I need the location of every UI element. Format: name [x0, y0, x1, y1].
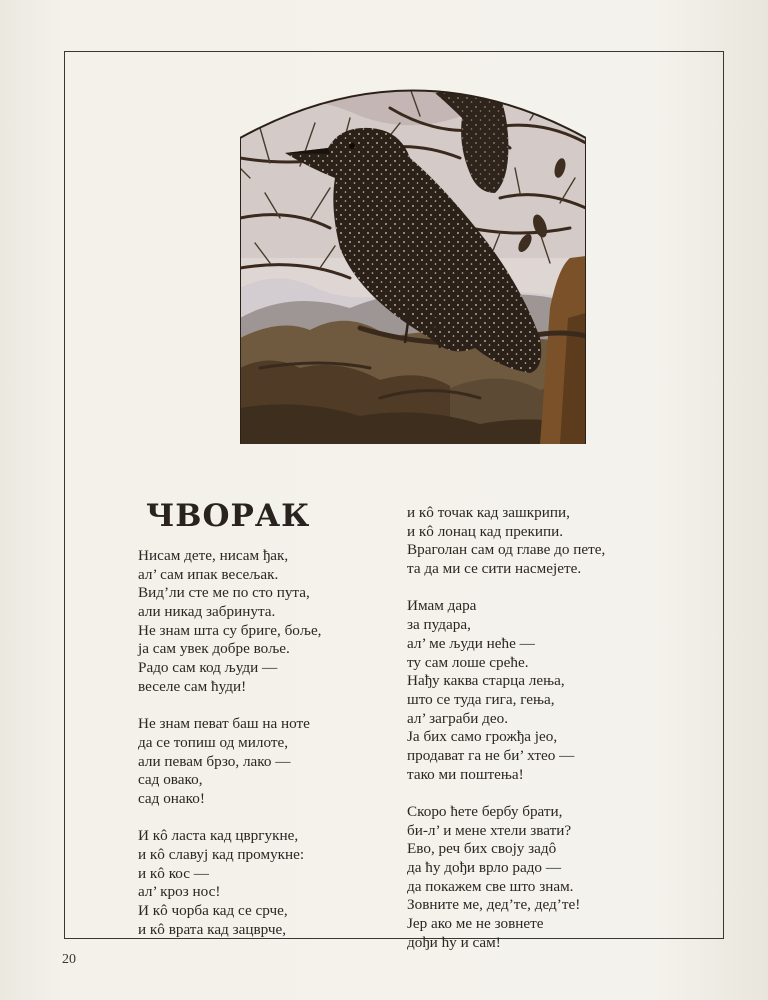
poem-line: Враголан сам од главе до пете, [407, 541, 606, 559]
poem-line: Јер ако ме не зовнете [407, 915, 544, 933]
poem-line: ја сам увек добре воље. [138, 640, 290, 658]
poem-title: ЧВОРАК [146, 498, 311, 534]
poem-line: и кô славуј кад промукне: [138, 846, 305, 863]
starling-illustration [240, 68, 586, 444]
poem-line: Не знам шта су бриге, боље, [138, 621, 322, 639]
poem-line: Зовните ме, дед’те, дед’те! [407, 896, 581, 914]
poem-line: И кô чорба кад се срче, [138, 902, 288, 920]
poem-line: И кô ласта кад цвргукне, [138, 827, 299, 845]
poem-line: да ћу дођи врло радо — [407, 859, 562, 877]
poem-line: ал’ ме људи неће — [407, 634, 535, 652]
poem-line: Нисам дете, нисам ђак, [138, 547, 289, 564]
poem-column-left [138, 547, 321, 939]
poem-line: веселе сам ћуди! [138, 677, 247, 695]
poem-line: би-л’ и мене хтели звати? [407, 821, 572, 839]
poem-line: и кô лонац кад прекипи. [407, 522, 564, 540]
poem-line: али никад забринута. [138, 603, 276, 621]
poem-line: Скоро ћете бербу брати, [407, 803, 563, 820]
poem-column-right [407, 504, 605, 953]
poem-line: али певам брзо, лако — [138, 752, 291, 770]
poem-line: ал’ заграби део. [407, 709, 508, 727]
stanza-break [138, 697, 321, 716]
poem-line: та да ми се сити насмејете. [407, 560, 582, 578]
stanza-break [138, 809, 321, 828]
poem-line: ал’ кроз нос! [138, 883, 221, 901]
poem-line: за пудара, [407, 616, 471, 634]
poem-line: продават га не би’ хтео — [407, 746, 575, 764]
poem-line: ту сам лоше среће. [407, 653, 529, 671]
poem-line: Ево, реч бих своју задô [407, 840, 557, 858]
poem-line: Вид’ли сте ме по сто пута, [138, 584, 310, 602]
poem-line: Имам дара [407, 597, 477, 615]
poem-line: сад онако! [138, 789, 205, 807]
poem-line: сад овако, [138, 771, 203, 789]
stanza-break [407, 784, 605, 803]
page-number: 20 [62, 952, 76, 967]
poem-line: да покажем све што знам. [407, 877, 574, 895]
poem-line: и кô врата кад зацврче, [138, 920, 287, 938]
poem-line: Радо сам код људи — [138, 659, 278, 677]
poem-line: Ја бих само грожђа јео, [407, 728, 558, 746]
stanza-break [407, 579, 605, 598]
poem-line: Нађу каква старца лења, [407, 672, 565, 690]
poem-line: да се топиш од милоте, [138, 733, 289, 751]
poem-line: тако ми поштења! [407, 765, 524, 783]
poem-line: што се туда гига, гења, [407, 690, 555, 708]
poem-line: и кô точак кад зашкрипи, [407, 504, 570, 521]
poem-line: и кô кос — [138, 864, 209, 882]
poem-line: Не знам певат баш на ноте [138, 715, 310, 733]
poem-line: дођи ћу и сам! [407, 933, 501, 951]
poem-line: ал’ сам ипак весељак. [138, 565, 279, 583]
